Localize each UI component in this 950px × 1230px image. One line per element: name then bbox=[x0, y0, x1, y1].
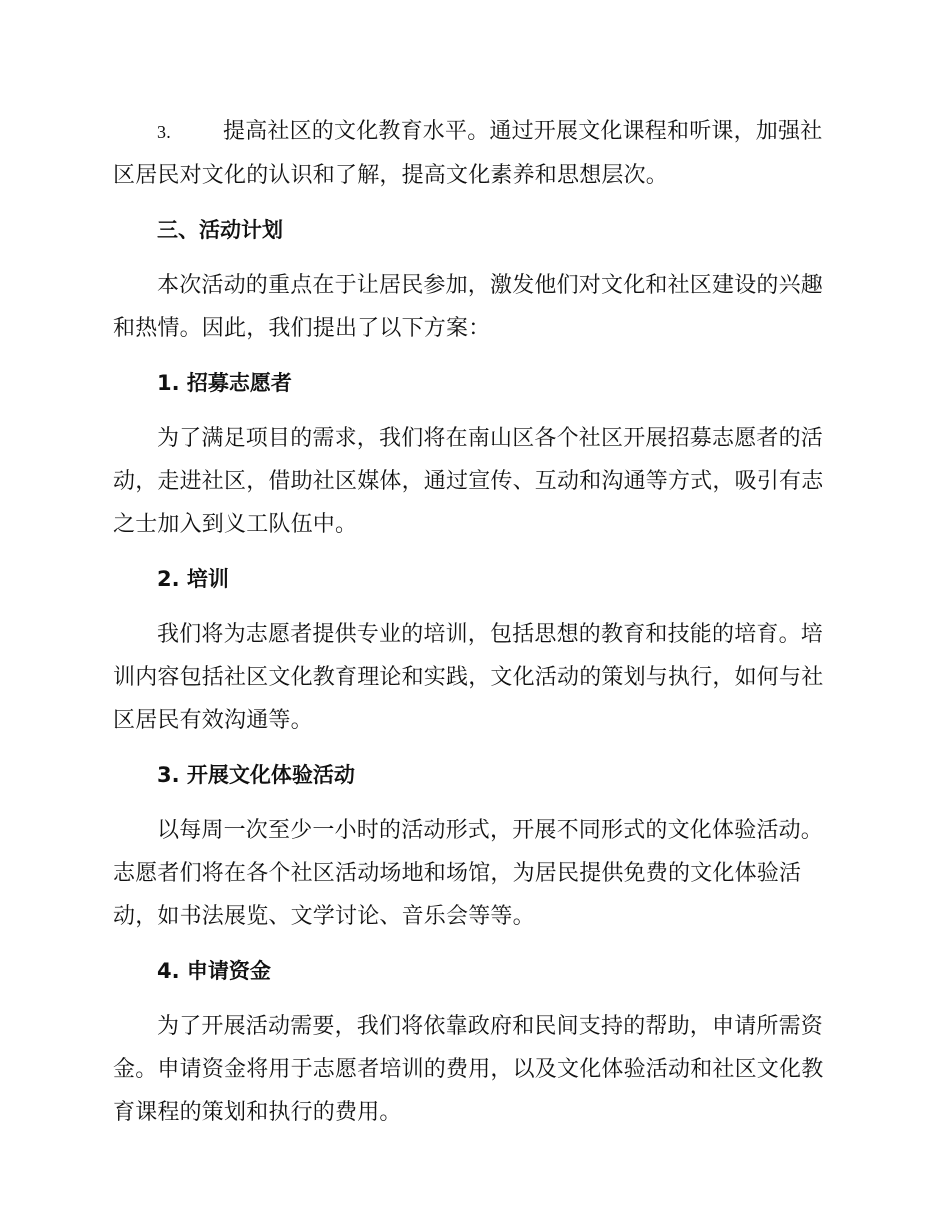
plan-heading-activities: 3. 开展文化体验活动 bbox=[157, 763, 355, 787]
plan-body-recruit: 为了满足项目的需求，我们将在南山区各个社区开展招募志愿者的活动，走进社区，借助社区媒体，通过宣传、互动和沟通等方式，吸引有志之士加入到义工队伍中。 bbox=[113, 426, 824, 537]
item-text: 提高社区的文化教育水平。通过开展文化课程和听课，加强社区居民对文化的认识和了解，提高文化素养和思想层次。 bbox=[113, 119, 823, 188]
plan-heading-recruit: 1. 招募志愿者 bbox=[157, 371, 292, 395]
plan-body-activities: 以每周一次至少一小时的活动形式，开展不同形式的文化体验活动。志愿者们将在各个社区活动场地和场馆，为居民提供免费的文化体验活动，如书法展览、文学讨论、音乐会等等。 bbox=[113, 818, 824, 929]
plan-body-funding: 为了开展活动需要，我们将依靠政府和民间支持的帮助，申请所需资金。申请资金将用于志愿者培训的费用，以及文化体验活动和社区文化教育课程的策划和执行的费用。 bbox=[113, 1014, 824, 1125]
section-intro-paragraph: 本次活动的重点在于让居民参加，激发他们对文化和社区建设的兴趣和热情。因此，我们提出了以下方案： bbox=[113, 273, 824, 341]
plan-heading-funding: 4. 申请资金 bbox=[157, 959, 271, 983]
document-body bbox=[113, 110, 837, 1134]
plan-heading-training: 2. 培训 bbox=[157, 567, 229, 591]
item-number: 3. bbox=[157, 122, 171, 142]
section-heading: 三、活动计划 bbox=[157, 218, 283, 242]
plan-body-training: 我们将为志愿者提供专业的培训，包括思想的教育和技能的培育。培训内容包括社区文化教育理论和实践，文化活动的策划与执行，如何与社区居民有效沟通等。 bbox=[113, 622, 824, 733]
numbered-item-3 bbox=[113, 110, 837, 197]
